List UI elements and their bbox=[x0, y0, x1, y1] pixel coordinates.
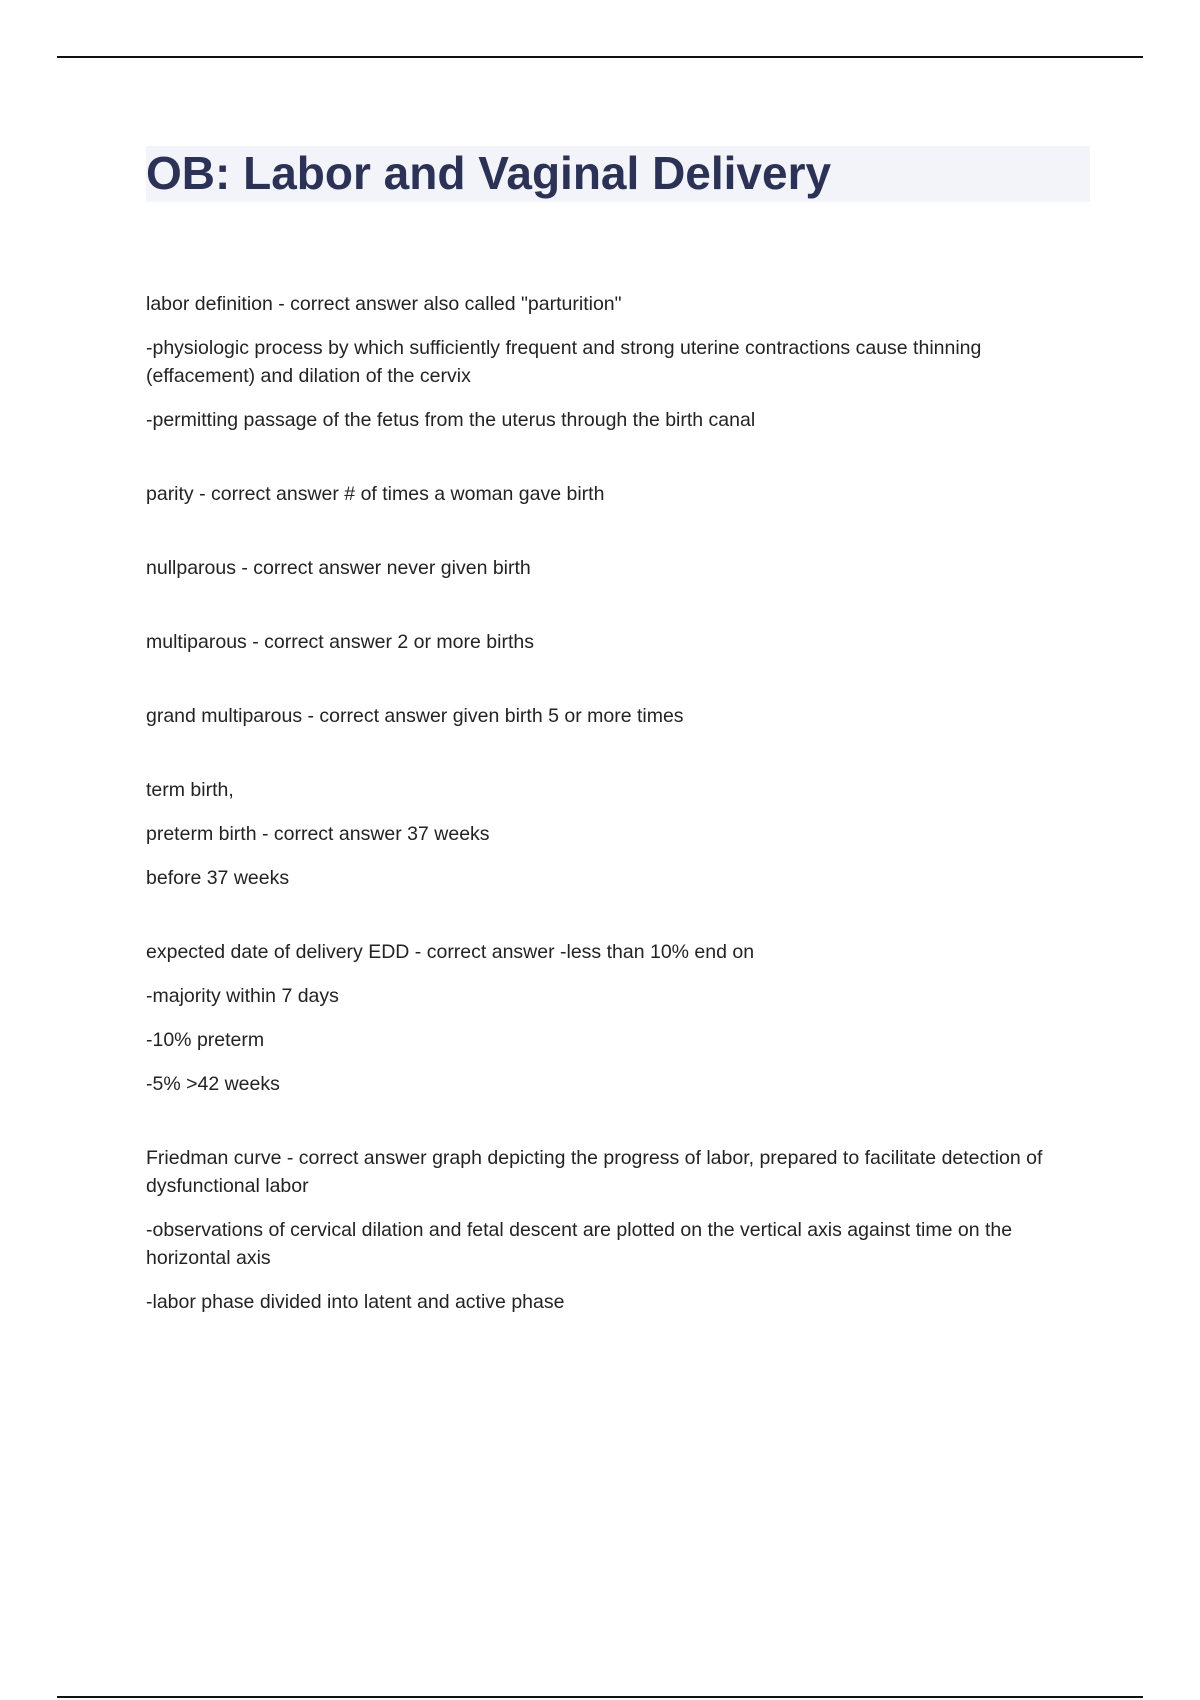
entry-line: before 37 weeks bbox=[146, 867, 290, 889]
entry-edd bbox=[146, 938, 1086, 1098]
entry-labor-definition bbox=[146, 290, 1086, 434]
entry-line: -permitting passage of the fetus from the uterus through the birth canal bbox=[146, 409, 756, 431]
entry-line: -10% preterm bbox=[146, 1029, 265, 1051]
entry-line: expected date of delivery EDD - correct answer -less than 10% end on bbox=[146, 941, 755, 963]
entry-line: Friedman curve - correct answer graph depicting the progress of labor, prepared to facilitate detection of dysfunctional labor bbox=[146, 1147, 1043, 1197]
entry-line: labor definition - correct answer also called "parturition" bbox=[146, 293, 622, 315]
entry-multiparous bbox=[146, 628, 1086, 656]
entry-line: -5% >42 weeks bbox=[146, 1073, 280, 1095]
entry-line: -majority within 7 days bbox=[146, 985, 339, 1007]
entry-nullparous bbox=[146, 554, 1086, 582]
document-body bbox=[146, 290, 1086, 1362]
entry-parity bbox=[146, 480, 1086, 508]
entry-line: parity - correct answer # of times a woman gave birth bbox=[146, 483, 605, 505]
page-title: OB: Labor and Vaginal Delivery bbox=[146, 147, 832, 199]
entry-term-birth bbox=[146, 776, 1086, 892]
entry-grand-multiparous bbox=[146, 702, 1086, 730]
entry-line: multiparous - correct answer 2 or more births bbox=[146, 631, 534, 653]
entry-line: grand multiparous - correct answer given birth 5 or more times bbox=[146, 705, 684, 727]
entry-line: -physiologic process by which sufficiently frequent and strong uterine contractions cause thinning (effacement) and dilation of the cervix bbox=[146, 337, 982, 387]
entry-line: -labor phase divided into latent and active phase bbox=[146, 1291, 565, 1313]
entry-line: preterm birth - correct answer 37 weeks bbox=[146, 823, 490, 845]
top-divider bbox=[57, 56, 1143, 58]
entry-line: nullparous - correct answer never given birth bbox=[146, 557, 531, 579]
entry-line: -observations of cervical dilation and fetal descent are plotted on the vertical axis against time on the horizontal axis bbox=[146, 1219, 1013, 1269]
entry-line: term birth, bbox=[146, 779, 234, 801]
entry-friedman-curve bbox=[146, 1144, 1086, 1316]
bottom-divider bbox=[57, 1696, 1143, 1698]
